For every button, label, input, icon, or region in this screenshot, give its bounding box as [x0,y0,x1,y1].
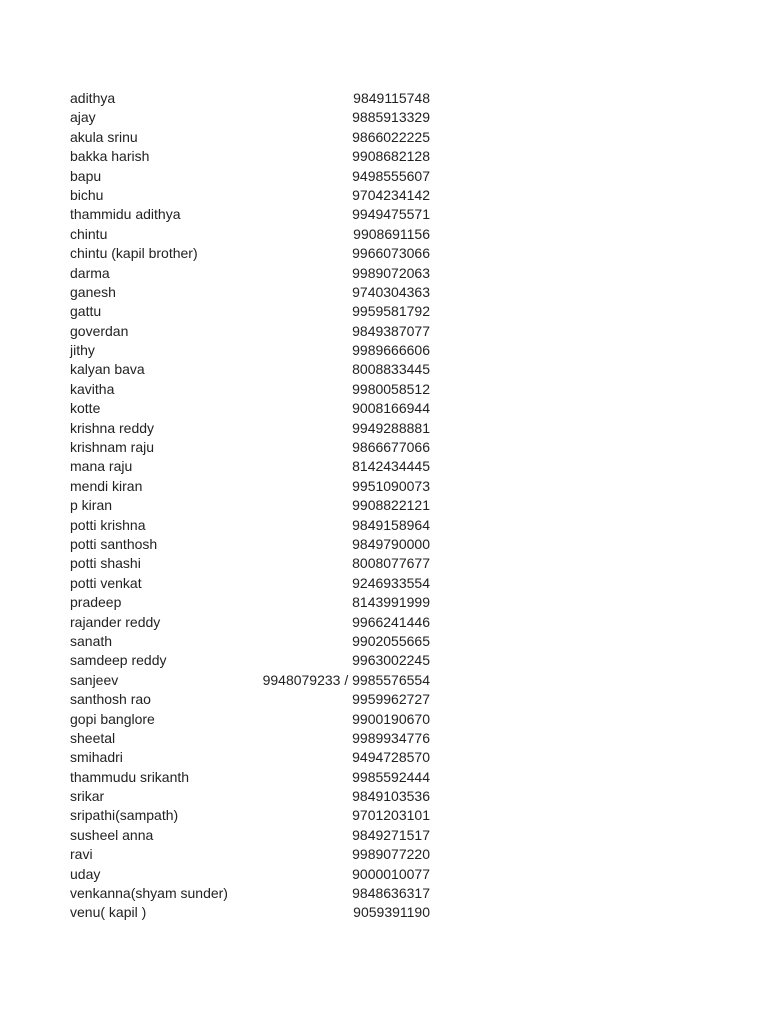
contact-name: krishna reddy [70,419,155,436]
contact-row [70,89,434,108]
contact-row [70,283,434,302]
contact-name: akula srinu [70,128,138,145]
contact-phone: 9246933554 [352,574,430,591]
contact-name: darma [70,264,110,281]
contact-name: uday [70,865,101,882]
contact-name: kotte [70,400,101,417]
contact-row [70,574,434,593]
contact-name: chintu (kapil brother) [70,245,198,262]
contact-row [70,903,434,922]
contact-name: bapu [70,167,102,184]
contact-row [70,225,434,244]
contact-phone: 9963002245 [352,652,430,669]
contact-row [70,651,434,670]
contact-name: ravi [70,846,93,863]
contact-row [70,322,434,341]
contact-row [70,613,434,632]
contact-row [70,341,434,360]
contact-phone: 9949475571 [352,206,430,223]
contact-phone: 8142434445 [352,458,430,475]
contact-name: mana raju [70,458,133,475]
contact-phone: 9989072063 [352,264,430,281]
contact-row [70,477,434,496]
contact-phone: 8008833445 [352,361,430,378]
contact-name: kalyan bava [70,361,145,378]
contact-row [70,128,434,147]
contact-row [70,710,434,729]
contact-name: rajander reddy [70,613,161,630]
contact-row [70,554,434,573]
contact-phone: 9959581792 [352,303,430,320]
contact-row [70,419,434,438]
contact-phone: 9949288881 [352,419,430,436]
contact-phone: 9498555607 [352,167,430,184]
contact-row [70,826,434,845]
contact-phone: 9885913329 [352,109,430,126]
contact-row [70,360,434,379]
contact-row [70,380,434,399]
contact-name: adithya [70,90,116,106]
contact-row [70,806,434,825]
contact-row [70,593,434,612]
contact-name: pradeep [70,594,122,611]
contact-name: goverdan [70,322,129,339]
contact-row [70,535,434,554]
contact-phone: 9951090073 [352,477,430,494]
contact-row [70,244,434,263]
contact-name: bakka harish [70,148,150,165]
contact-name: sripathi(sampath) [70,807,179,824]
contact-name: krishnam raju [70,439,155,456]
contact-row [70,768,434,787]
contact-list [70,89,434,923]
contact-phone: 9849158964 [352,516,430,533]
contact-row [70,186,434,205]
contact-row [70,302,434,321]
contact-phone: 9848636317 [352,885,430,902]
contact-phone: 8008077677 [352,555,430,572]
contact-name: gopi banglore [70,710,155,727]
contact-phone: 9908682128 [352,148,430,165]
contact-row [70,729,434,748]
contact-name: venkanna(shyam sunder) [70,885,228,902]
contact-name: venu( kapil ) [70,904,147,921]
contact-phone: 9704234142 [352,186,430,203]
contact-name: potti santhosh [70,535,158,552]
contact-row [70,438,434,457]
contact-phone: 9008166944 [352,400,430,417]
contact-phone: 9966241446 [352,613,430,630]
contact-row [70,845,434,864]
contact-row [70,865,434,884]
contact-phone: 9494728570 [352,749,430,766]
contact-phone: 9740304363 [352,283,430,300]
contact-phone: 9966073066 [352,245,430,262]
contact-phone: 9989666606 [352,342,430,359]
contact-name: kavitha [70,380,115,397]
contact-name: potti krishna [70,516,146,533]
contact-name: jithy [70,342,95,359]
contact-phone: 9866022225 [352,128,430,145]
contact-phone: 9902055665 [352,632,430,649]
contact-name: p kiran [70,497,113,514]
contact-name: bichu [70,186,104,203]
contact-row [70,167,434,186]
contact-row [70,147,434,166]
contact-row [70,884,434,903]
contact-name: santhosh rao [70,691,151,708]
contact-name: ajay [70,109,96,126]
contact-name: thammidu adithya [70,206,181,223]
contact-phone: 9908822121 [352,497,430,514]
contact-phone: 9701203101 [352,807,430,824]
contact-row [70,690,434,709]
contact-name: samdeep reddy [70,652,167,669]
contact-name: gattu [70,303,102,320]
contact-phone: 9989077220 [352,846,430,863]
contact-phone: 9849790000 [352,535,430,552]
contact-phone: 9849103536 [352,788,430,805]
contact-phone: 9900190670 [352,710,430,727]
contact-row [70,108,434,127]
contact-phone: 9849115748 [353,90,430,106]
contact-phone: 9849387077 [352,322,430,339]
contact-row [70,399,434,418]
contact-row [70,748,434,767]
contact-row [70,496,434,515]
contact-phone: 9866677066 [352,439,430,456]
contact-row [70,787,434,806]
contact-name: ganesh [70,283,116,300]
contact-phone: 9908691156 [353,225,430,242]
contact-row [70,457,434,476]
contact-phone: 9959962727 [352,691,430,708]
contact-phone: 9948079233 / 9985576554 [262,671,430,688]
contact-name: potti shashi [70,555,141,572]
contact-phone: 9980058512 [352,380,430,397]
contact-phone: 9059391190 [353,904,430,921]
contact-phone: 9989934776 [352,729,430,746]
contact-row [70,632,434,651]
contact-name: sanjeev [70,671,119,688]
contact-row [70,205,434,224]
contact-phone: 9000010077 [352,865,430,882]
contact-name: chintu [70,225,108,242]
contact-name: smihadri [70,749,123,766]
contact-row [70,671,434,690]
contact-name: susheel anna [70,826,154,843]
contact-row [70,516,434,535]
contact-name: sheetal [70,729,116,746]
contact-name: sanath [70,632,113,649]
contact-phone: 9849271517 [352,826,430,843]
contact-name: potti venkat [70,574,142,591]
contact-name: mendi kiran [70,477,143,494]
contact-row [70,264,434,283]
contact-name: srikar [70,788,105,805]
contact-phone: 9985592444 [352,768,430,785]
contact-phone: 8143991999 [352,594,430,611]
contact-name: thammudu srikanth [70,768,190,785]
